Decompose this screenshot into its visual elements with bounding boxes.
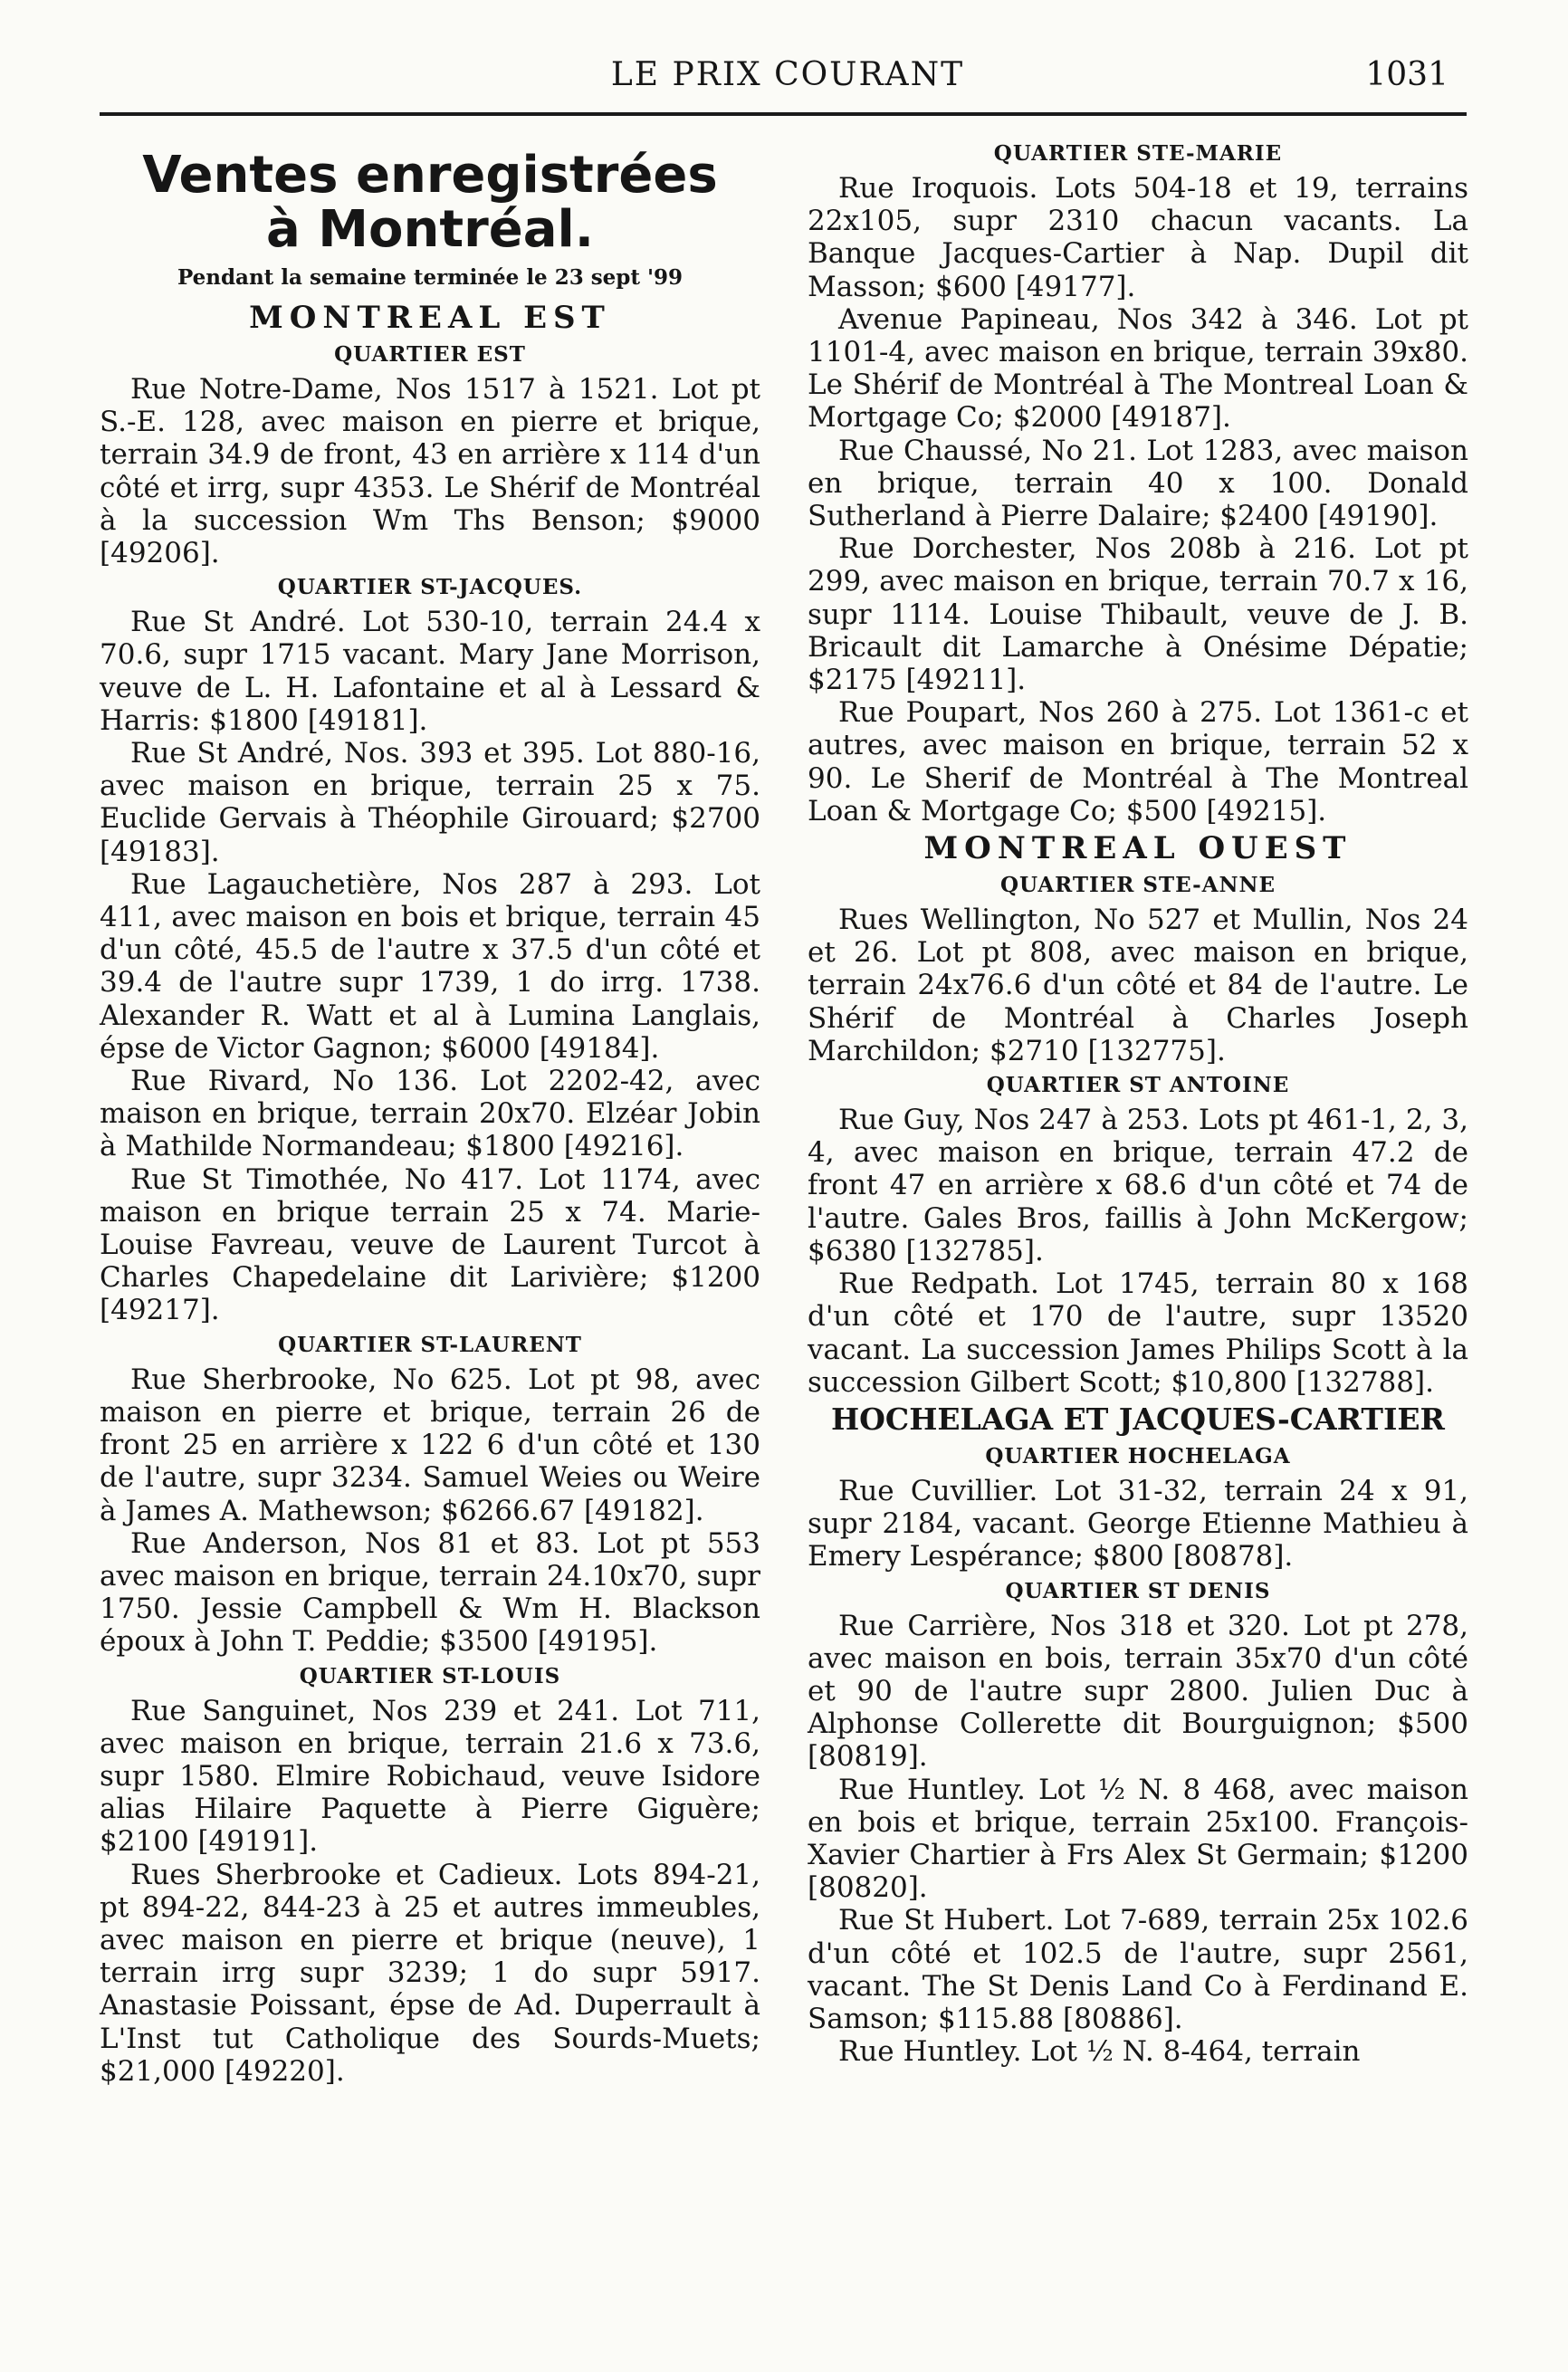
article-subtitle: Pendant la semaine terminée le 23 sept '99 <box>177 265 684 290</box>
sale-entry: Rue Lagauchetière, Nos 287 à 293. Lot 411, avec maison en bois et brique, terrain 45 d'un côté, 45.5 de l'autre x 37.5 d'un côté et 39.4 de l'autre supr 1739, 1 do irrg. 1738. Alexander R. Watt et al à Lumina Langlais, épse de Victor Gagnon; $6000 [49184]. <box>100 867 760 1065</box>
left-column <box>100 136 760 2088</box>
sale-entry: Rue Huntley. Lot ½ N. 8-464, terrain <box>838 2035 1361 2069</box>
sale-entry: Rue Poupart, Nos 260 à 275. Lot 1361-c et autres, avec maison en brique, terrain 52 x 90. Le Sherif de Montréal à The Montreal Loan & Mortgage Co; $500 [49215]. <box>808 696 1468 827</box>
region-heading-montreal-est: MONTREAL EST <box>249 300 611 336</box>
region-heading-montreal-ouest: MONTREAL OUEST <box>923 830 1353 867</box>
sale-entry: Rue Guy, Nos 247 à 253. Lots pt 461-1, 2, 3, 4, avec maison en brique, terrain 47.2 de front 47 en arrière x 68.6 d'un côté et 74 de l'autre. Gales Bros, faillis à John McKergow; $6380 [132785]. <box>808 1104 1468 1267</box>
sale-entry: Rue Notre-Dame, Nos 1517 à 1521. Lot pt S.-E. 128, avec maison en pierre et brique, terrain 34.9 de front, 43 en arrière x 114 d'un côté et irrg, supr 4353. Le Shérif de Montréal à la succession Wm Ths Benson; $9000 [49206]. <box>100 373 760 570</box>
quarter-heading-ste-anne: QUARTIER STE-ANNE <box>999 873 1276 898</box>
right-column <box>808 136 1468 2068</box>
article-title <box>100 148 760 257</box>
page-number: 1031 <box>1365 56 1448 93</box>
quarter-heading-st-jacques: QUARTIER ST-JACQUES. <box>277 575 583 600</box>
sale-entry: Rue Sherbrooke, No 625. Lot pt 98, avec maison en pierre et brique, terrain 26 de front 25 en arrière x 122 6 d'un côté et 130 de l'autre, supr 3234. Samuel Weies ou Weire à James A. Mathewson; $6266.67 [49182]. <box>100 1363 760 1527</box>
sale-entry: Avenue Papineau, Nos 342 à 346. Lot pt 1101-4, avec maison en brique, terrain 39x80. Le Shérif de Montréal à The Montreal Loan & Mortgage Co; $2000 [49187]. <box>808 302 1468 435</box>
running-title: LE PRIX COURANT <box>610 56 965 93</box>
quarter-heading-est: QUARTIER EST <box>334 342 526 367</box>
sale-entry: Rue Iroquois. Lots 504-18 et 19, terrains 22x105, supr 2310 chacun vacants. La Banque Jacques-Cartier à Nap. Dupil dit Masson; $600 [49177]. <box>808 172 1468 303</box>
running-header <box>100 56 1476 101</box>
sale-entry: Rue Anderson, Nos 81 et 83. Lot pt 553 avec maison en brique, terrain 24.10x70, supr 1750. Jessie Campbell & Wm H. Blackson époux à John T. Peddie; $3500 [49195]. <box>100 1526 760 1659</box>
quarter-heading-hochelaga: QUARTIER HOCHELAGA <box>985 1443 1291 1468</box>
quarter-heading-st-antoine: QUARTIER ST ANTOINE <box>986 1073 1290 1098</box>
sale-entry: Rues Wellington, No 527 et Mullin, Nos 24 et 26. Lot pt 808, avec maison en brique, terrain 24x76.6 d'un côté et 84 de l'autre. Le Shérif de Montréal à Charles Joseph Marchildon; $2710 [132775]. <box>808 904 1468 1067</box>
sale-entry: Rue Rivard, No 136. Lot 2202-42, avec maison en brique, terrain 20x70. Elzéar Jobin à Mathilde Normandeau; $1800 [49216]. <box>100 1065 760 1163</box>
article-title-line-2: à Montréal. <box>266 200 594 259</box>
sale-entry: Rue St Hubert. Lot 7-689, terrain 25x 102.6 d'un côté et 102.5 de l'autre, supr 2561, vacant. The St Denis Land Co à Ferdinand E. Samson; $115.88 [80886]. <box>808 1904 1468 2035</box>
quarter-heading-st-louis: QUARTIER ST-LOUIS <box>299 1663 561 1688</box>
region-heading-hochelaga-jacques-cartier: HOCHELAGA ET JACQUES-CARTIER <box>831 1401 1445 1437</box>
sale-entry: Rue Chaussé, No 21. Lot 1283, avec maison en brique, terrain 40 x 100. Donald Sutherland à Pierre Dalaire; $2400 [49190]. <box>808 434 1468 533</box>
sale-entry: Rue Dorchester, Nos 208b à 216. Lot pt 299, avec maison en brique, terrain 70.7 x 16, supr 1114. Louise Thibault, veuve de J. B. Bricault dit Lamarche à Onésime Dépatie; $2175 [49211]. <box>808 532 1468 697</box>
quarter-heading-st-denis: QUARTIER ST DENIS <box>1005 1578 1271 1603</box>
sale-entry: Rue St André. Lot 530-10, terrain 24.4 x 70.6, supr 1715 vacant. Mary Jane Morrison, veuve de L. H. Lafontaine et al à Lessard & Harris: $1800 [49181]. <box>100 606 760 737</box>
sale-entry: Rue Cuvillier. Lot 31-32, terrain 24 x 91, supr 2184, vacant. George Etienne Mathieu à Emery Lespérance; $800 [80878]. <box>808 1474 1468 1573</box>
sale-entry: Rue Redpath. Lot 1745, terrain 80 x 168 d'un côté et 170 de l'autre, supr 13520 vacant. La succession James Philips Scott à la succession Gilbert Scott; $10,800 [132788]. <box>808 1267 1468 1399</box>
sale-entry: Rues Sherbrooke et Cadieux. Lots 894-21, pt 894-22, 844-23 à 25 et autres immeubles, avec maison en pierre et brique (neuve), 1 terrain irrg supr 3239; 1 do supr 5917. Anastasie Poissant, épse de Ad. Duperrault à L'Inst tut Catholique des Sourds-Muets; $21,000 [49220]. <box>100 1858 760 2088</box>
quarter-heading-ste-marie: QUARTIER STE-MARIE <box>993 141 1283 166</box>
sale-entry: Rue St André, Nos. 393 et 395. Lot 880-16, avec maison en brique, terrain 25 x 75. Euclide Gervais à Théophile Girouard; $2700 [49183]. <box>100 737 760 868</box>
header-rule <box>100 112 1467 116</box>
sale-entry: Rue Sanguinet, Nos 239 et 241. Lot 711, avec maison en brique, terrain 21.6 x 73.6, supr 1580. Elmire Robichaud, veuve Isidore alias Hilaire Paquette à Pierre Giguère; $2100 [49191]. <box>100 1694 760 1859</box>
article-title-line-1: Ventes enregistrées <box>142 146 718 205</box>
sale-entry: Rue Huntley. Lot ½ N. 8 468, avec maison en bois et brique, terrain 25x100. François-Xavier Chartier à Frs Alex St Germain; $1200 [80820]. <box>808 1773 1468 1905</box>
quarter-heading-st-laurent: QUARTIER ST-LAURENT <box>278 1332 582 1357</box>
sale-entry: Rue Carrière, Nos 318 et 320. Lot pt 278, avec maison en bois, terrain 35x70 d'un côté et 90 de l'autre supr 2800. Julien Duc à Alphonse Collerette dit Bourguignon; $500 [80819]. <box>808 1609 1468 1774</box>
sale-entry: Rue St Timothée, No 417. Lot 1174, avec maison en brique terrain 25 x 74. Marie-Louise Favreau, veuve de Laurent Turcot à Charles Chapedelaine dit Larivière; $1200 [49217]. <box>100 1162 760 1327</box>
